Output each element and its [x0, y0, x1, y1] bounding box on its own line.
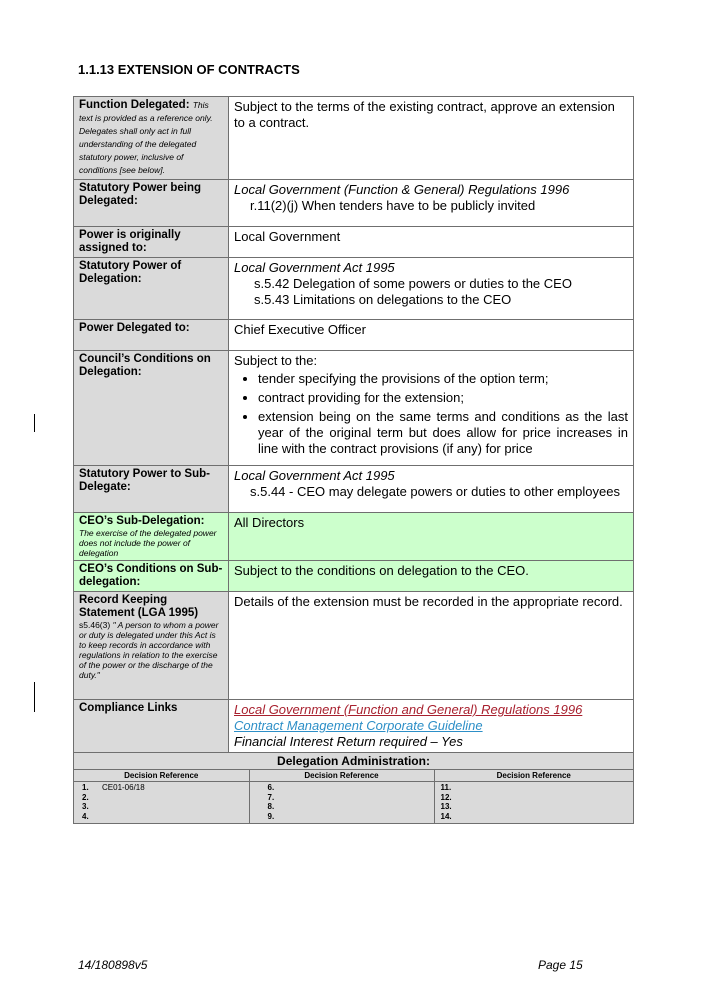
statutory-power-label: Statutory Power being Delegated:	[74, 180, 229, 227]
record-keeping-note-ref: s5.46(3)	[79, 620, 111, 630]
statutory-power-value	[229, 180, 634, 227]
decision-column-3	[434, 782, 633, 824]
condition-item: • extension being on the same terms and conditions as the last year of the original term but does allow for price increases in line with the contract provisions (if any) for price	[258, 409, 628, 457]
document-reference: 14/180898v5	[78, 958, 148, 972]
decision-number: 14.	[440, 811, 452, 821]
council-conditions-value	[229, 351, 634, 466]
decision-column-2	[249, 782, 434, 824]
decision-reference-header: Decision Reference	[249, 770, 434, 782]
regulations-link[interactable]: Local Government (Function and General) Regulations 1996	[234, 702, 583, 717]
function-delegated-label: Function Delegated:	[79, 99, 190, 111]
page-number: Page 15	[538, 958, 583, 972]
decision-number: 7.	[267, 792, 275, 802]
decision-number: 9.	[267, 811, 275, 821]
statutory-power-regulation: r.11(2)(j) When tenders have to be publicly invited	[250, 198, 536, 213]
decision-number: 8.	[267, 802, 275, 811]
delegation-table	[73, 96, 634, 824]
power-of-delegation-value	[229, 258, 634, 320]
ceo-sub-delegation-value: All Directors	[229, 513, 634, 561]
decision-number: 13.	[440, 802, 452, 811]
function-delegated-note: This text is provided as a reference only. Delegates shall only act in full understanding of the delegated statutory power, inclusive of conditions [see below].	[79, 100, 213, 175]
decision-number: 3.	[82, 802, 89, 811]
compliance-links-value	[229, 700, 634, 753]
financial-interest-note: Financial Interest Return required – Yes	[234, 734, 463, 749]
ceo-conditions-value: Subject to the conditions on delegation to the CEO.	[229, 561, 634, 592]
decision-reference-header: Decision Reference	[74, 770, 249, 782]
sub-delegate-power-section: s.5.44 - CEO may delegate powers or duties to other employees	[250, 484, 620, 499]
ceo-sub-delegation-label: CEO’s Sub-Delegation:	[79, 515, 205, 527]
sub-delegate-power-value	[229, 466, 634, 513]
originally-assigned-label: Power is originally assigned to:	[74, 227, 229, 258]
council-conditions-label: Council’s Conditions on Delegation:	[74, 351, 229, 466]
function-delegated-value: Subject to the terms of the existing contract, approve an extension to a contract.	[229, 97, 634, 180]
statutory-power-act: Local Government (Function & General) Regulations 1996	[234, 182, 570, 197]
sub-delegate-power-label: Statutory Power to Sub-Delegate:	[74, 466, 229, 513]
record-keeping-label-cell	[74, 592, 229, 700]
power-of-delegation-section-2: s.5.43 Limitations on delegations to the CEO	[254, 292, 512, 307]
ceo-conditions-label: CEO’s Conditions on Sub-delegation:	[74, 561, 229, 592]
power-of-delegation-label: Statutory Power of Delegation:	[74, 258, 229, 320]
decision-number: 4.	[82, 811, 89, 821]
condition-item: • tender specifying the provisions of the option term;	[258, 371, 628, 387]
ceo-sub-delegation-note: The exercise of the delegated power does not include the power of delegation	[79, 528, 217, 558]
decision-reference-header: Decision Reference	[434, 770, 633, 782]
change-bar	[34, 682, 35, 712]
condition-item: • contract providing for the extension;	[258, 390, 628, 406]
sub-delegate-power-act: Local Government Act 1995	[234, 468, 395, 483]
decision-number: 6.	[267, 783, 275, 792]
record-keeping-label: Record Keeping Statement (LGA 1995)	[79, 594, 199, 619]
section-heading: 1.1.13 EXTENSION OF CONTRACTS	[78, 62, 300, 77]
council-conditions-intro: Subject to the:	[234, 353, 318, 368]
decision-number: 1.	[82, 783, 89, 792]
power-of-delegation-section-1: s.5.42 Delegation of some powers or duties to the CEO	[254, 276, 572, 291]
delegated-to-label: Power Delegated to:	[74, 320, 229, 351]
decision-reference-value: CE01-06/18	[102, 783, 145, 792]
council-conditions-list	[234, 371, 628, 457]
record-keeping-note	[79, 620, 223, 680]
decision-number: 12.	[440, 792, 452, 802]
delegated-to-value: Chief Executive Officer	[229, 320, 634, 351]
record-keeping-note-text: " A person to whom a power or duty is delegated under this Act is to keep records in accordance with regulations in relation to the exercise of the power or the discharge of the duty."	[79, 620, 219, 680]
decision-number: 2.	[82, 792, 89, 802]
contract-guideline-link[interactable]: Contract Management Corporate Guideline	[234, 718, 483, 733]
decision-column-1	[74, 782, 249, 824]
ceo-sub-delegation-label-cell	[74, 513, 229, 561]
function-delegated-label-cell	[74, 97, 229, 180]
originally-assigned-value: Local Government	[229, 227, 634, 258]
change-bar	[34, 414, 35, 432]
admin-section	[74, 753, 634, 824]
admin-title: Delegation Administration:	[74, 753, 633, 770]
record-keeping-value: Details of the extension must be recorded in the appropriate record.	[229, 592, 634, 700]
power-of-delegation-act: Local Government Act 1995	[234, 260, 395, 275]
decision-number: 11.	[440, 783, 452, 792]
admin-table	[74, 753, 633, 823]
compliance-links-label: Compliance Links	[74, 700, 229, 753]
